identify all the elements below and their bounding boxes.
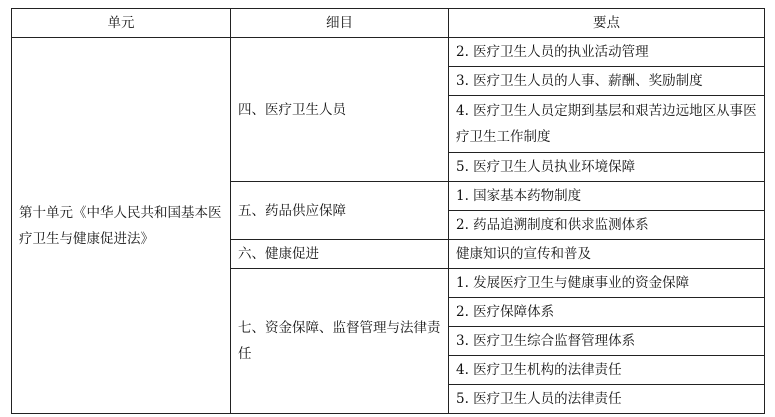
unit-cell: 第十单元《中华人民共和国基本医疗卫生与健康促进法》 — [12, 38, 231, 414]
header-row — [12, 9, 765, 38]
point-cell: 4. 医疗卫生人员定期到基层和艰苦边远地区从事医疗卫生工作制度 — [449, 96, 765, 153]
point-cell: 3. 医疗卫生综合监督管理体系 — [449, 327, 765, 356]
point-cell: 3. 医疗卫生人员的人事、薪酬、奖励制度 — [449, 67, 765, 96]
header-point: 要点 — [449, 9, 765, 38]
point-cell: 2. 药品追溯制度和供求监测体系 — [449, 211, 765, 240]
point-cell: 健康知识的宣传和普及 — [449, 240, 765, 269]
point-cell: 4. 医疗卫生机构的法律责任 — [449, 356, 765, 385]
item-cell: 七、资金保障、监督管理与法律责任 — [231, 269, 449, 414]
point-cell: 2. 医疗保障体系 — [449, 298, 765, 327]
item-cell: 六、健康促进 — [231, 240, 449, 269]
syllabus-table — [11, 8, 765, 414]
point-cell: 2. 医疗卫生人员的执业活动管理 — [449, 38, 765, 67]
item-cell: 五、药品供应保障 — [231, 182, 449, 240]
item-cell: 四、医疗卫生人员 — [231, 38, 449, 182]
point-cell: 5. 医疗卫生人员的法律责任 — [449, 385, 765, 414]
header-item: 细目 — [231, 9, 449, 38]
point-cell: 1. 国家基本药物制度 — [449, 182, 765, 211]
table-row — [12, 38, 765, 67]
point-cell: 5. 医疗卫生人员执业环境保障 — [449, 153, 765, 182]
point-cell: 1. 发展医疗卫生与健康事业的资金保障 — [449, 269, 765, 298]
header-unit: 单元 — [12, 9, 231, 38]
